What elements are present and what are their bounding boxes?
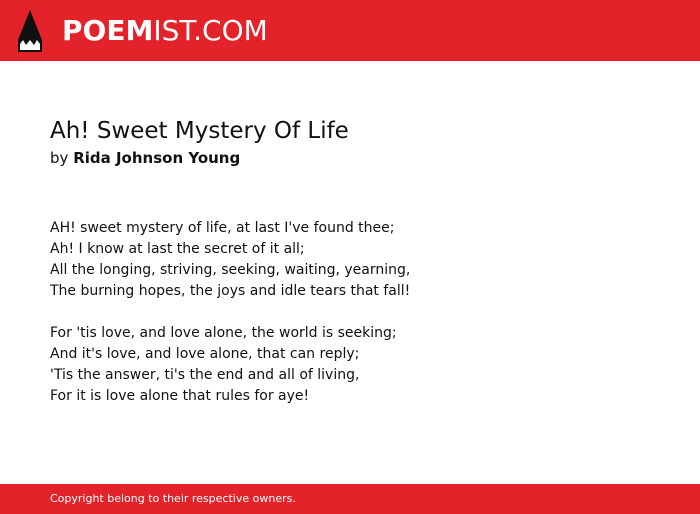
poem-line: 'Tis the answer, ti's the end and all of living, (50, 367, 360, 383)
poem-body (50, 218, 670, 407)
site-logo-link[interactable] (18, 9, 268, 53)
pencil-icon (18, 10, 42, 52)
poem-byline (50, 148, 670, 168)
poem-title: Ah! Sweet Mystery Of Life (50, 118, 349, 144)
poem-line: AH! sweet mystery of life, at last I've found thee; (50, 220, 395, 236)
poem-line: The burning hopes, the joys and idle tears that fall! (50, 283, 411, 299)
copyright-notice: Copyright belong to their respective owners. (50, 492, 296, 505)
poem-line: And it's love, and love alone, that can reply; (50, 346, 360, 362)
poem-stanza (50, 218, 670, 302)
poem-line: For 'tis love, and love alone, the world is seeking; (50, 325, 397, 341)
poem-content (50, 116, 670, 428)
byline-prefix: by (50, 149, 69, 167)
poem-author: Rida Johnson Young (73, 149, 241, 167)
logo-text-light: IST.COM (153, 14, 268, 47)
site-header (0, 0, 700, 61)
logo-text-bold: POEM (62, 14, 154, 47)
poem-stanza (50, 323, 670, 407)
poem-line: All the longing, striving, seeking, waiting, yearning, (50, 262, 411, 278)
poem-line: Ah! I know at last the secret of it all; (50, 241, 305, 257)
poem-line: For it is love alone that rules for aye! (50, 388, 310, 404)
site-footer (0, 484, 700, 514)
site-logo-text (62, 9, 268, 53)
